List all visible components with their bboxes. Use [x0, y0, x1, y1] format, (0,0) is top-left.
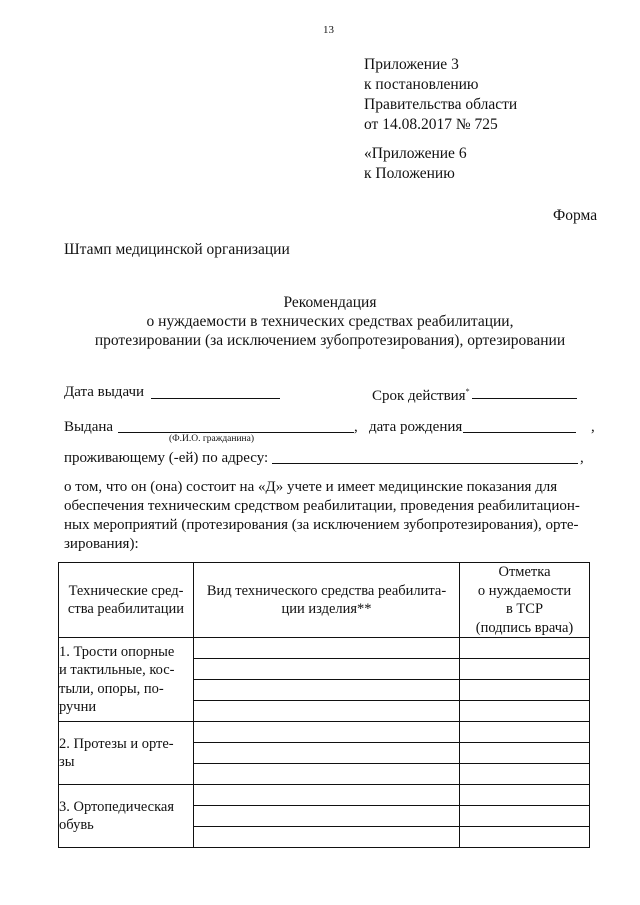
paragraph-line: обеспечения техническим средством реабилитации, проведения реабилитацион-: [64, 498, 580, 514]
document-heading: Рекомендация: [283, 294, 377, 311]
issue-date-label: Дата выдачи: [64, 384, 145, 400]
mark-cell[interactable]: [460, 722, 590, 743]
statement-paragraph: [64, 478, 592, 554]
device-cell[interactable]: [194, 680, 460, 701]
appendix-line: «Приложение 6: [364, 145, 467, 162]
comma: ,: [591, 419, 595, 435]
table-header-row: [59, 563, 590, 638]
mark-cell[interactable]: [460, 743, 590, 764]
device-cell[interactable]: [194, 785, 460, 806]
issue-date-field[interactable]: [151, 398, 280, 399]
issued-to-label: Выдана: [64, 419, 114, 435]
device-cell[interactable]: [194, 638, 460, 659]
appendix-line: Правительства области: [364, 96, 518, 113]
device-cell[interactable]: [194, 827, 460, 848]
header-tech-means: Технические сред- ства реабилитации: [59, 563, 194, 638]
document-subtitle-line: протезировании (за исключением зубопротезирования), ортезировании: [94, 332, 566, 349]
paragraph-line: ных мероприятий (протезирования (за исключением зубопротезирования), орте-: [64, 517, 579, 533]
comma: ,: [354, 419, 358, 435]
validity-field[interactable]: [472, 398, 577, 399]
comma: ,: [580, 450, 584, 466]
mark-cell[interactable]: [460, 638, 590, 659]
appendix-block: [364, 55, 517, 135]
mark-cell[interactable]: [460, 659, 590, 680]
appendix-line: от 14.08.2017 № 725: [364, 116, 498, 133]
mark-cell[interactable]: [460, 785, 590, 806]
birth-date-label: дата рождения: [369, 419, 463, 435]
device-cell[interactable]: [194, 701, 460, 722]
stamp-label: Штамп медицинской организации: [64, 241, 290, 258]
mark-cell[interactable]: [460, 680, 590, 701]
address-label: проживающему (-ей) по адресу:: [64, 450, 269, 466]
appendix-line: к постановлению: [364, 76, 479, 93]
device-cell[interactable]: [194, 722, 460, 743]
mark-cell[interactable]: [460, 701, 590, 722]
device-cell[interactable]: [194, 764, 460, 785]
validity-label: Срок действия*: [372, 387, 470, 404]
category-canes: 1. Трости опорные и тактильные, кос- тыли, опоры, по- ручни: [59, 638, 194, 722]
table-row: [59, 638, 590, 659]
form-label: Форма: [553, 207, 598, 224]
header-need-mark: Отметка о нуждаемости в ТСР (подпись врача): [460, 563, 590, 638]
device-cell[interactable]: [194, 743, 460, 764]
mark-cell[interactable]: [460, 764, 590, 785]
device-cell[interactable]: [194, 659, 460, 680]
fio-field[interactable]: [118, 432, 354, 433]
appendix-line: Приложение 3: [364, 56, 459, 73]
paragraph-line: о том, что он (она) состоит на «Д» учете и имеет медицинские показания для: [64, 479, 558, 495]
birth-date-field[interactable]: [463, 432, 576, 433]
category-prostheses: 2. Протезы и орте- зы: [59, 722, 194, 785]
header-device-type: Вид технического средства реабилита- ции изделия**: [194, 563, 460, 638]
appendix-6-block: [364, 144, 467, 184]
device-cell[interactable]: [194, 806, 460, 827]
table-row: [59, 722, 590, 743]
appendix-line: к Положению: [364, 165, 455, 182]
mark-cell[interactable]: [460, 827, 590, 848]
table-row: [59, 785, 590, 806]
address-field[interactable]: [272, 463, 578, 464]
paragraph-line: зирования):: [64, 536, 139, 552]
rehab-means-table: [58, 562, 590, 848]
category-orthopedic-shoes: 3. Ортопедическая обувь: [59, 785, 194, 848]
mark-cell[interactable]: [460, 806, 590, 827]
document-subtitle-line: о нуждаемости в технических средствах реабилитации,: [146, 313, 514, 330]
fio-hint: (Ф.И.О. гражданина): [169, 434, 254, 444]
page-number: 13: [323, 24, 334, 36]
